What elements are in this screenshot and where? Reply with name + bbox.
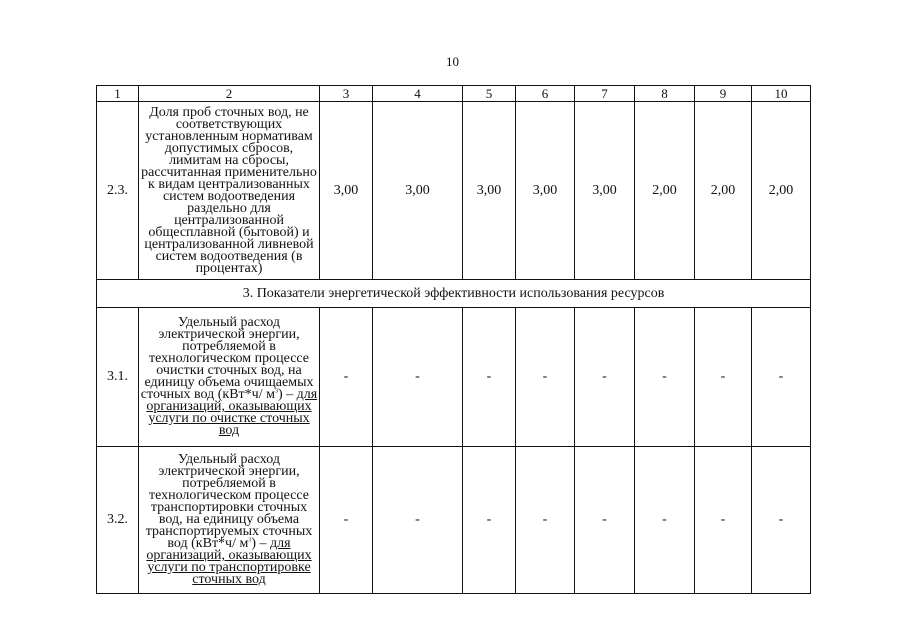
section-header-row bbox=[97, 280, 811, 308]
value-cell: - bbox=[752, 308, 811, 447]
value-cell: - bbox=[575, 447, 635, 594]
column-header: 6 bbox=[516, 86, 575, 102]
superscript: 3 bbox=[274, 388, 278, 395]
description-text: Удельный расход электрической энергии, потребляемой в технологическом процессе очистки сточных вод, на единицу объема очищаемых сточных вод (кВт*ч/ м bbox=[140, 315, 314, 402]
column-header: 5 bbox=[463, 86, 516, 102]
row-number: 2.3. bbox=[97, 102, 139, 280]
value-cell: - bbox=[752, 447, 811, 594]
value-cell: 3,00 bbox=[575, 102, 635, 280]
value-cell: - bbox=[320, 308, 373, 447]
indicator-description bbox=[139, 447, 320, 594]
column-header: 9 bbox=[695, 86, 752, 102]
value-cell: - bbox=[373, 308, 463, 447]
value-cell: - bbox=[695, 308, 752, 447]
table-row bbox=[97, 102, 811, 280]
value-cell: - bbox=[635, 447, 695, 594]
underlined-note: для организаций, оказывающих услуги по очистке сточных вод bbox=[146, 387, 318, 438]
value-cell: 3,00 bbox=[373, 102, 463, 280]
superscript: 3 bbox=[248, 537, 252, 544]
value-cell: 2,00 bbox=[695, 102, 752, 280]
table-row bbox=[97, 308, 811, 447]
column-header: 4 bbox=[373, 86, 463, 102]
value-cell: 3,00 bbox=[463, 102, 516, 280]
value-cell: - bbox=[635, 308, 695, 447]
value-cell: 2,00 bbox=[635, 102, 695, 280]
value-cell: - bbox=[463, 308, 516, 447]
page-number: 10 bbox=[446, 54, 459, 69]
indicators-table bbox=[96, 85, 811, 594]
value-cell: 2,00 bbox=[752, 102, 811, 280]
row-number: 3.2. bbox=[97, 447, 139, 594]
section-title: 3. Показатели энергетической эффективности использования ресурсов bbox=[97, 280, 811, 308]
table-header-row bbox=[97, 86, 811, 102]
indicator-description: Доля проб сточных вод, не соответствующих установленным нормативам допустимых сбросов, лимитам на сбросы, рассчитанная применительно к видам централизованных систем водоотведения раздельно для централизованной общесплавной (бытовой) и централизованной ливневой систем водоотведения (в процентах) bbox=[139, 102, 320, 280]
column-header: 10 bbox=[752, 86, 811, 102]
value-cell: - bbox=[575, 308, 635, 447]
row-number: 3.1. bbox=[97, 308, 139, 447]
value-cell: 3,00 bbox=[516, 102, 575, 280]
description-text-after: ) – bbox=[251, 536, 271, 551]
table-row bbox=[97, 447, 811, 594]
underlined-note: для организаций, оказывающих услуги по транспортировке сточных вод bbox=[146, 536, 312, 587]
value-cell: - bbox=[516, 447, 575, 594]
value-cell: 3,00 bbox=[320, 102, 373, 280]
value-cell: - bbox=[463, 447, 516, 594]
value-cell: - bbox=[373, 447, 463, 594]
indicator-description bbox=[139, 308, 320, 447]
value-cell: - bbox=[516, 308, 575, 447]
column-header: 7 bbox=[575, 86, 635, 102]
value-cell: - bbox=[320, 447, 373, 594]
column-header: 8 bbox=[635, 86, 695, 102]
column-header: 1 bbox=[97, 86, 139, 102]
description-text: Удельный расход электрической энергии, потребляемой в технологическом процессе транспортировки сточных вод, на единицу объема транспортируемых сточных вод (кВт*ч/ м bbox=[145, 452, 313, 551]
description-text-after: ) – bbox=[277, 387, 297, 402]
column-header: 2 bbox=[139, 86, 320, 102]
value-cell: - bbox=[695, 447, 752, 594]
column-header: 3 bbox=[320, 86, 373, 102]
